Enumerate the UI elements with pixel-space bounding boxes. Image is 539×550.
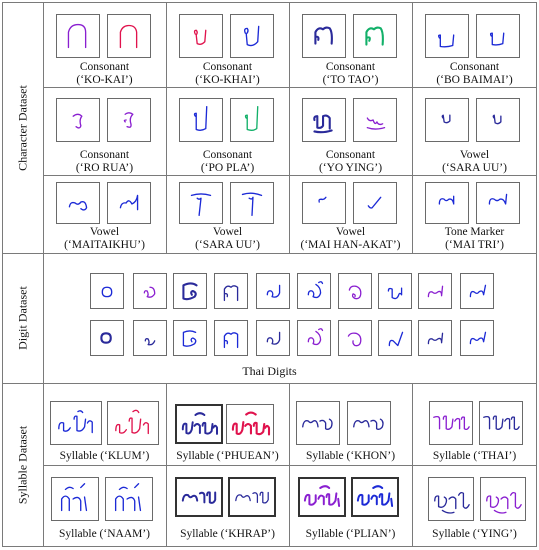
handwritten-sample <box>175 404 223 444</box>
syllable-caption: Syllable (‘THAI’) <box>432 450 517 462</box>
digit-sample <box>173 320 207 356</box>
handwritten-sample <box>425 14 469 58</box>
handwritten-sample <box>351 477 399 517</box>
syllable-caption: Syllable (‘KHON’) <box>305 450 396 462</box>
syllable-caption: Syllable (‘NAAM’) <box>58 528 151 540</box>
character-type: Vowel <box>335 226 366 238</box>
digit-sample <box>460 273 494 309</box>
syllable-dataset-label: Syllable Dataset <box>15 425 30 505</box>
syllable-cell <box>289 465 412 547</box>
character-dataset-label: Character Dataset <box>15 85 30 171</box>
character-type: Consonant <box>79 149 130 161</box>
digit-sample <box>173 273 207 309</box>
character-cell <box>289 175 412 253</box>
character-cell <box>412 2 537 87</box>
character-cell <box>166 2 289 87</box>
handwritten-sample <box>107 401 159 445</box>
character-name: (‘KO-KAI’) <box>76 74 133 86</box>
character-type: Consonant <box>325 61 376 73</box>
digit-dataset-label: Digit Dataset <box>15 286 30 350</box>
digit-sample <box>214 320 248 356</box>
character-type: Consonant <box>202 61 253 73</box>
handwritten-sample <box>425 98 469 142</box>
digit-sample <box>214 273 248 309</box>
character-type: Consonant <box>325 149 376 161</box>
syllable-cell <box>412 465 537 547</box>
digit-sample <box>256 320 290 356</box>
character-cell <box>43 87 166 175</box>
character-name: (‘MAITAIKHU’) <box>64 239 145 251</box>
handwritten-sample <box>56 98 100 142</box>
handwritten-sample <box>226 404 274 444</box>
handwritten-sample <box>228 477 276 517</box>
digit-sample <box>297 273 331 309</box>
character-type: Tone Marker <box>444 226 505 238</box>
handwritten-sample <box>479 401 523 445</box>
character-name: (‘SARA UU’) <box>195 239 260 251</box>
handwritten-sample <box>353 14 397 58</box>
syllable-cell <box>43 383 166 465</box>
handwritten-sample <box>179 98 223 142</box>
syllable-caption: Syllable (‘KLUM’) <box>59 450 150 462</box>
handwritten-sample <box>51 477 99 521</box>
character-name: (‘MAI HAN-AKAT’) <box>300 239 401 251</box>
handwritten-sample <box>230 14 274 58</box>
handwritten-sample <box>476 182 520 224</box>
handwritten-sample <box>302 98 346 142</box>
character-name: (‘KO-KHAI’) <box>195 74 260 86</box>
digit-sample <box>256 273 290 309</box>
character-cell <box>289 2 412 87</box>
character-name: (‘SARA UU’) <box>442 162 507 174</box>
character-cell <box>43 2 166 87</box>
handwritten-sample <box>50 401 102 445</box>
character-name: (‘RO RUA’) <box>75 162 134 174</box>
digit-sample <box>378 320 412 356</box>
handwritten-sample <box>296 401 340 445</box>
handwritten-sample <box>179 182 223 224</box>
syllable-caption: Syllable (‘PHUEAN’) <box>176 450 279 462</box>
digit-sample <box>90 273 124 309</box>
digit-sample <box>90 320 124 356</box>
digit-sample <box>378 273 412 309</box>
digit-sample <box>133 273 167 309</box>
syllable-cell <box>289 383 412 465</box>
character-type: Consonant <box>79 61 130 73</box>
digit-sample <box>133 320 167 356</box>
character-name: (‘YO YING’) <box>318 162 383 174</box>
handwritten-sample <box>429 401 473 445</box>
syllable-cell <box>166 465 289 547</box>
character-type: Consonant <box>202 149 253 161</box>
syllable-caption: Syllable (‘KHRAP’) <box>180 528 275 540</box>
handwritten-sample <box>476 98 520 142</box>
handwritten-sample <box>428 477 474 521</box>
digit-sample <box>338 320 372 356</box>
character-name: (‘MAI TRI’) <box>445 239 504 251</box>
character-type: Vowel <box>89 226 120 238</box>
handwritten-sample <box>230 182 274 224</box>
handwritten-sample <box>302 14 346 58</box>
syllable-cell <box>412 383 537 465</box>
syllable-caption: Syllable (‘YING’) <box>432 528 517 540</box>
syllable-cell <box>166 383 289 465</box>
digit-sample <box>297 320 331 356</box>
handwritten-sample <box>353 98 397 142</box>
handwritten-sample <box>56 182 100 224</box>
digit-sample <box>418 320 452 356</box>
handwritten-sample <box>476 14 520 58</box>
syllable-caption: Syllable (‘PLIAN’) <box>305 528 396 540</box>
character-cell <box>166 175 289 253</box>
character-name: (‘BO BAIMAI’) <box>436 74 513 86</box>
character-type: Vowel <box>212 226 243 238</box>
character-cell <box>166 87 289 175</box>
handwritten-sample <box>107 14 151 58</box>
handwritten-sample <box>425 182 469 224</box>
handwritten-sample <box>179 14 223 58</box>
handwritten-sample <box>56 14 100 58</box>
handwritten-sample <box>107 98 151 142</box>
handwritten-sample <box>353 182 397 224</box>
handwritten-sample <box>175 477 223 517</box>
thai-digits-caption: Thai Digits <box>242 364 297 378</box>
character-type: Vowel <box>459 149 490 161</box>
character-cell <box>412 87 537 175</box>
handwritten-sample <box>107 182 151 224</box>
digit-sample <box>418 273 452 309</box>
handwritten-sample <box>298 477 346 517</box>
character-name: (‘PO PLA’) <box>200 162 255 174</box>
character-cell <box>412 175 537 253</box>
character-cell <box>289 87 412 175</box>
handwritten-sample <box>480 477 526 521</box>
handwritten-sample <box>347 401 391 445</box>
syllable-cell <box>43 465 166 547</box>
character-type: Consonant <box>449 61 500 73</box>
handwritten-sample <box>302 182 346 224</box>
digit-sample <box>460 320 494 356</box>
handwritten-sample <box>105 477 153 521</box>
handwritten-sample <box>230 98 274 142</box>
character-name: (‘TO TAO’) <box>322 74 379 86</box>
character-digit-divider <box>2 253 537 254</box>
character-cell <box>43 175 166 253</box>
digit-sample <box>338 273 372 309</box>
